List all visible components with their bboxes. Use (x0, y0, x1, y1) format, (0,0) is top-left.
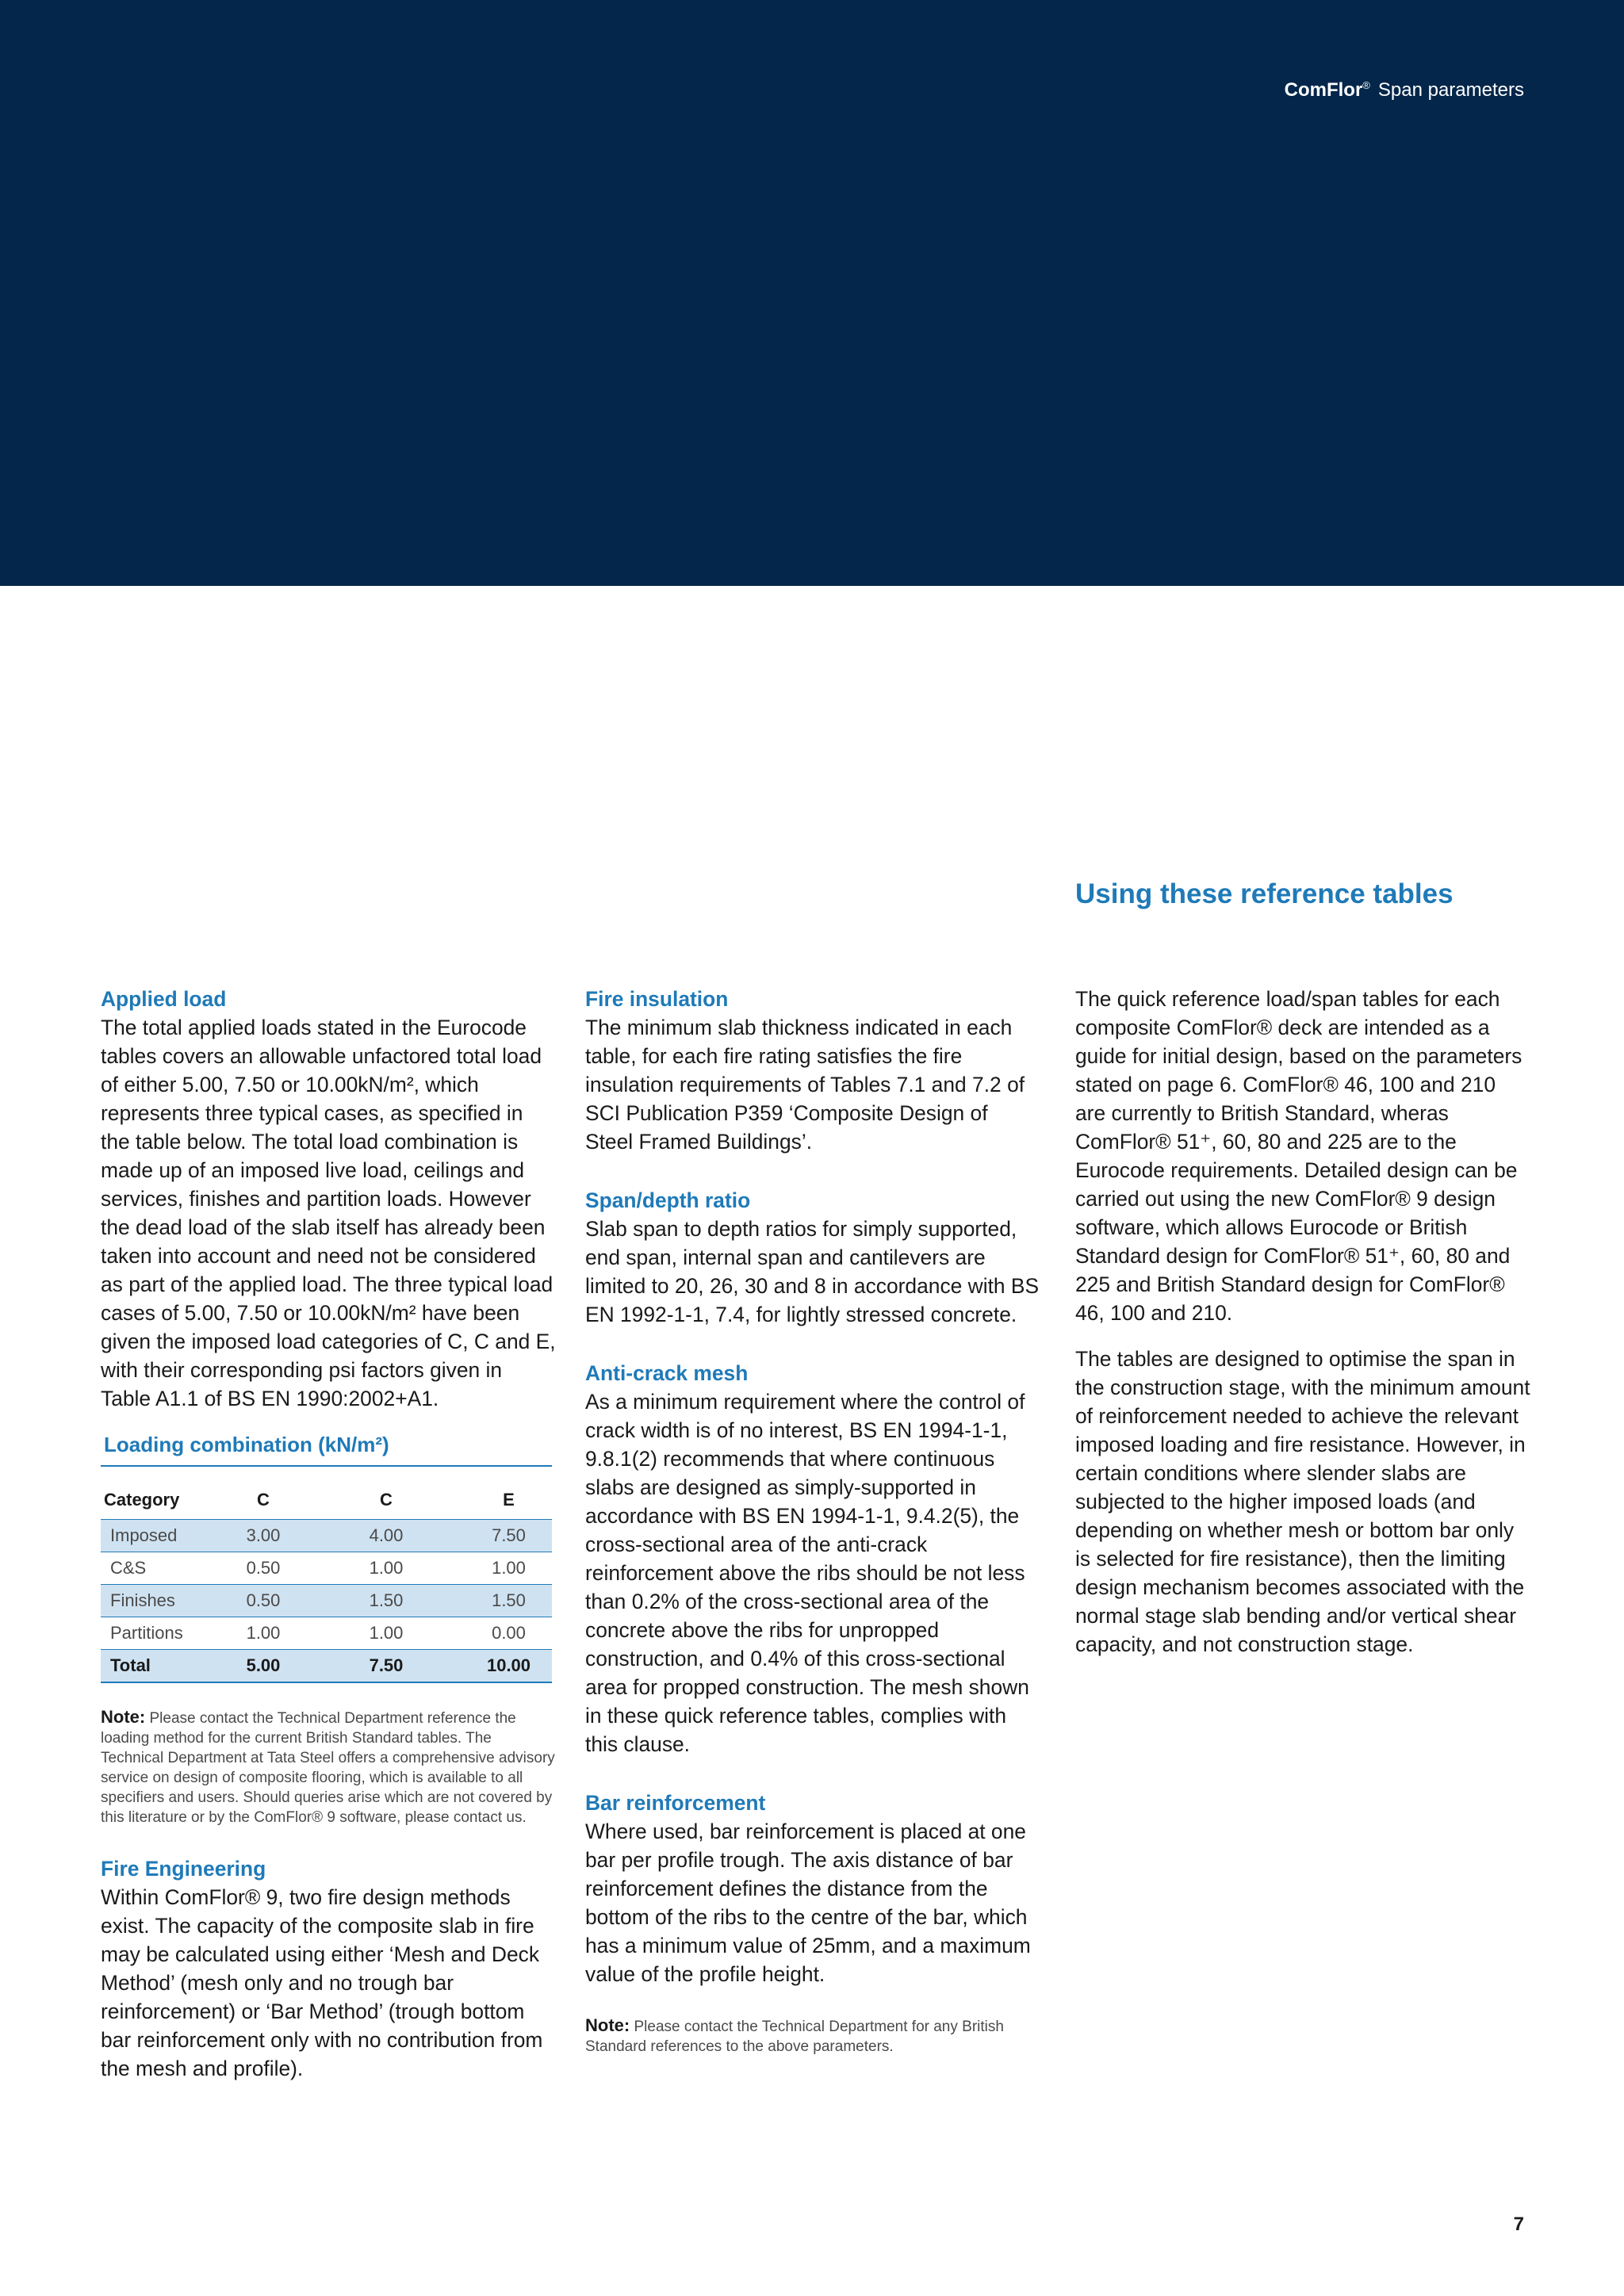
table-cell: 1.50 (465, 1585, 552, 1617)
table-row (101, 1585, 552, 1617)
table-cell: Imposed (101, 1520, 220, 1552)
table-header-cell: C (380, 1490, 393, 1510)
table-note (101, 1707, 556, 1827)
bar-reinforcement-text: Where used, bar reinforcement is placed at one bar per profile trough. The axis distance of bar reinforcement defines the distance from the bottom of the ribs to the centre of the bar, which has a minimum value of 25mm, and a maximum value of the profile height. (585, 1820, 1031, 1986)
table-cell: 1.00 (465, 1552, 552, 1585)
table-cell: Total (101, 1650, 220, 1682)
applied-load-text: The total applied loads stated in the Eurocode tables covers an allowable unfactored total load of either 5.00, 7.50 or 10.00kN/m², which represents three typical cases, as specified in the table below. The total load combination is made up of an imposed live load, ceilings and services, finishes and partition loads. However the dead load of the slab itself has already been taken into account and need not be considered as part of the applied load. The three typical load cases of 5.00, 7.50 or 10.00kN/m² have been given the imposed load categories of C, C and E, with their corresponding psi factors given in Table A1.1 of BS EN 1990:2002+A1. (101, 1016, 556, 1410)
table-header-cell: C (257, 1490, 270, 1510)
bar-reinforcement-heading: Bar reinforcement (585, 1791, 766, 1815)
column-middle (585, 985, 1040, 2057)
table-cell: Finishes (101, 1585, 220, 1617)
table-cell: 3.00 (220, 1520, 307, 1552)
note-label: Note: (101, 1706, 146, 1727)
table-rule (101, 1465, 552, 1467)
header-subtitle: Span parameters (1377, 79, 1524, 101)
fire-engineering-text: Within ComFlor® 9, two fire design methods exist. The capacity of the composite slab in fire may be calculated using either ‘Mesh and Deck Method’ (mesh only and no trough bar reinforcement) or ‘Bar Method’ (trough bottom bar reinforcement only with no contribution from the mesh and profile). (101, 1885, 543, 2080)
intro-paragraph: The quick reference load/span tables for each composite ComFlor® deck are intended as a guide for initial design, based on the parameters stated on page 6. ComFlor® 46, 100 and 210 are currently to British Standard, wheras ComFlor® 51⁺, 60, 80 and 225 are to the Eurocode requirements. Detailed design can be carried out using the new ComFlor® 9 design software, which allows Eurocode or British Standard design for ComFlor® 51⁺, 60, 80 and 225 and British Standard design for ComFlor® 46, 100 and 210. (1075, 987, 1522, 1325)
span-depth-heading: Span/depth ratio (585, 1188, 751, 1212)
table-cell: 1.00 (307, 1617, 465, 1650)
loading-combination-table (101, 1481, 552, 1683)
table-row (101, 1617, 552, 1650)
spacer (585, 1173, 1040, 1186)
fire-insulation-text: The minimum slab thickness indicated in each table, for each fire rating satisfies the fire insulation requirements of Tables 7.1 and 7.2 of SCI Publication P359 ‘Composite Design of Steel Framed Buildings’. (585, 1016, 1025, 1154)
brand-name: ComFlor (1284, 79, 1363, 101)
table-cell: 10.00 (465, 1650, 552, 1682)
registered-mark: ® (1362, 79, 1370, 91)
table-header-row (101, 1481, 552, 1520)
table-cell: C&S (101, 1552, 220, 1585)
note-label: Note: (585, 2015, 630, 2035)
design-paragraph: The tables are designed to optimise the span in the construction stage, with the minimum amount of reinforcement needed to achieve the relevant imposed loading and fire resistance. However, in certain conditions where slender slabs are subjected to the higher imposed loads (and depending on whether mesh or bottom bar only is selected for fire resistance), then the limiting design mechanism becomes associated with the normal stage slab bending and/or vertical shear capacity, and not construction stage. (1075, 1347, 1530, 1656)
spacer (585, 1346, 1040, 1359)
note-text: Please contact the Technical Department reference the loading method for the current British Standard tables. The Technical Department at Tata Steel offers a comprehensive advisory service on design of composite flooring, which is available to all specifiers and users. Should queries arise which are not covered by this literature or by the ComFlor® 9 software, please contact us. (101, 1709, 555, 1826)
parameters-note (585, 2015, 1040, 2057)
table-cell: 7.50 (307, 1650, 465, 1682)
spacer (585, 1776, 1040, 1789)
running-header (1285, 79, 1524, 101)
loading-table-title: Loading combination (kN/m²) (104, 1433, 389, 1456)
table-cell: 1.00 (220, 1617, 307, 1650)
fire-engineering-heading: Fire Engineering (101, 1856, 266, 1881)
page-number: 7 (1513, 2214, 1524, 2235)
table-cell: 1.50 (307, 1585, 465, 1617)
table-header-cell: E (503, 1490, 515, 1510)
table-header-cell: Category (104, 1490, 180, 1510)
column-left (101, 985, 556, 2100)
table-cell: 4.00 (307, 1520, 465, 1552)
table-cell: 0.50 (220, 1552, 307, 1585)
table-total-row (101, 1650, 552, 1682)
note-text: Please contact the Technical Department for any British Standard references to the above parameters. (585, 2019, 1004, 2055)
table-row (101, 1520, 552, 1552)
anti-crack-text: As a minimum requirement where the control of crack width is of no interest, BS EN 1994-1-1, 9.8.1(2) recommends that where continuous slabs are designed as simply-supported in accordance with BS EN 1994-1-1, 9.4.2(5), the cross-sectional area of the anti-crack reinforcement above the ribs should be not less than 0.2% of the cross-sectional area of the concrete above the ribs for unpropped construction, and 0.4% of this cross-sectional area for propped construction. The mesh shown in these quick reference tables, complies with this clause. (585, 1390, 1029, 1756)
table-cell: 7.50 (465, 1520, 552, 1552)
table-cell: 1.00 (307, 1552, 465, 1585)
header-banner (0, 0, 1624, 586)
fire-insulation-heading: Fire insulation (585, 987, 729, 1011)
applied-load-heading: Applied load (101, 987, 227, 1011)
span-depth-text: Slab span to depth ratios for simply supported, end span, internal span and cantilevers are limited to 20, 26, 30 and 8 in accordance with BS EN 1992-1-1, 7.4, for lightly stressed concrete. (585, 1217, 1040, 1326)
table-row (101, 1552, 552, 1585)
section-title: Using these reference tables (1075, 878, 1454, 909)
table-cell: Partitions (101, 1617, 220, 1650)
spacer (101, 1827, 556, 1854)
table-cell: 0.50 (220, 1585, 307, 1617)
column-right (1075, 985, 1530, 1676)
anti-crack-heading: Anti-crack mesh (585, 1361, 749, 1385)
table-cell: 5.00 (220, 1650, 307, 1682)
table-cell: 0.00 (465, 1617, 552, 1650)
